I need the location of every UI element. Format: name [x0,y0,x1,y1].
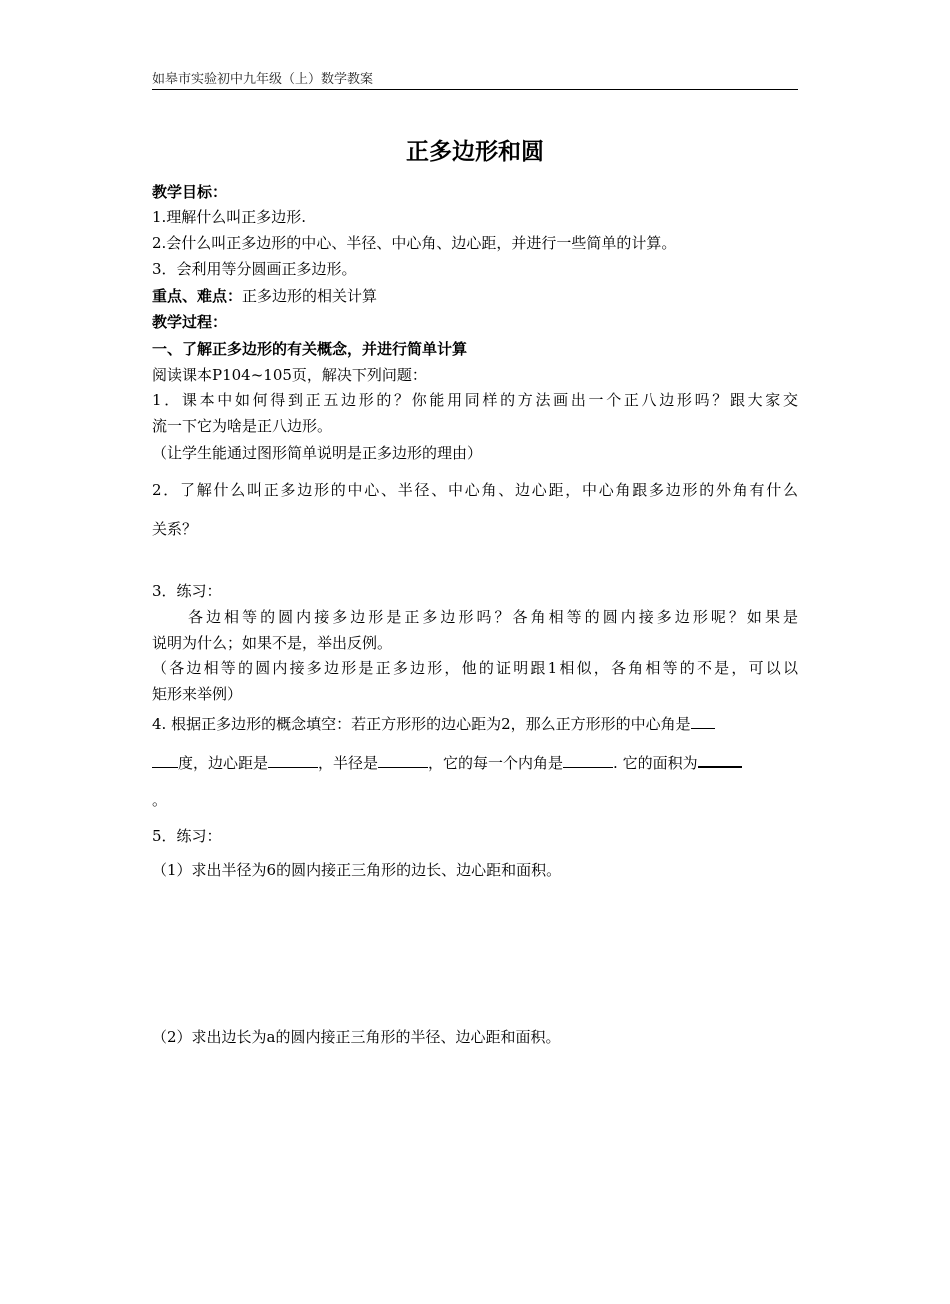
radius-blank[interactable] [378,751,428,768]
q4-text-a: 4. 根据正多边形的概念填空：若正方形形的边心距为2，那么正方形形的中心角是 [152,715,691,733]
q3-answer-line-2: 矩形来举例） [152,685,243,703]
area-blank[interactable] [698,750,742,768]
q1-line-2: 流一下它为啥是正八边形。 [152,417,333,435]
interior-angle-blank[interactable] [563,751,613,768]
process-label: 教学过程： [152,313,228,331]
q3-answer-line-1: （各边相等的圆内接多边形是正多边形，他的证明跟1相似，各角相等的不是，可以以 [152,659,798,677]
header-school: 如皋市实验初中九年级（上）数学教案 [152,72,374,87]
q4-line-1 [152,712,715,734]
central-angle-blank-end[interactable] [152,751,178,768]
keypoints-text: 正多边形的相关计算 [242,287,378,305]
keypoints-label: 重点、难点： [152,287,243,305]
keypoints-line [152,286,377,306]
q4-text-e: . 它的面积为 [613,754,698,772]
objective-item-1: 1.理解什么叫正多边形. [152,208,307,226]
section1-heading: 一、了解正多边形的有关概念，并进行简单计算 [152,340,468,358]
objective-item-3: 3．会利用等分圆画正多边形。 [152,260,357,278]
q5-item-2: （2）求出边长为a的圆内接正三角形的半径、边心距和面积。 [152,1028,561,1046]
q4-text-b: 度，边心距是 [178,754,269,772]
q5-item-1: （1）求出半径为6的圆内接正三角形的边长、边心距和面积。 [152,861,562,879]
page-header [152,70,798,90]
objectives-label: 教学目标： [152,183,228,201]
q2-line-1: 2．了解什么叫正多边形的中心、半径、中心角、边心距，中心角跟多边形的外角有什么 [152,481,798,499]
q3-line-2: 说明为什么；如果不是，举出反例。 [152,634,393,652]
apothem-blank[interactable] [268,751,318,768]
q5-label: 5．练习： [152,827,222,845]
page-title: 正多边形和圆 [406,138,544,165]
objective-item-2: 2.会什么叫正多边形的中心、半径、中心角、边心距，并进行一些简单的计算。 [152,234,677,252]
section1-intro: 阅读课本P104~105页，解决下列问题： [152,366,427,384]
q4-text-c: ，半径是 [318,754,379,772]
q1-line-1: 1．课本中如何得到正五边形的？你能用同样的方法画出一个正八边形吗？跟大家交 [152,391,798,409]
q1-note: （让学生能通过图形简单说明是正多边形的理由） [152,444,483,462]
q4-text-d: ，它的每一个内角是 [428,754,564,772]
q3-line-1: 各边相等的圆内接多边形是正多边形吗？各角相等的圆内接多边形呢？如果是 [188,608,798,626]
q4-end: 。 [152,791,168,809]
q2-line-2: 关系？ [152,520,198,538]
q4-line-2 [152,750,742,773]
q3-label: 3．练习： [152,582,222,600]
central-angle-blank-start[interactable] [691,712,715,729]
